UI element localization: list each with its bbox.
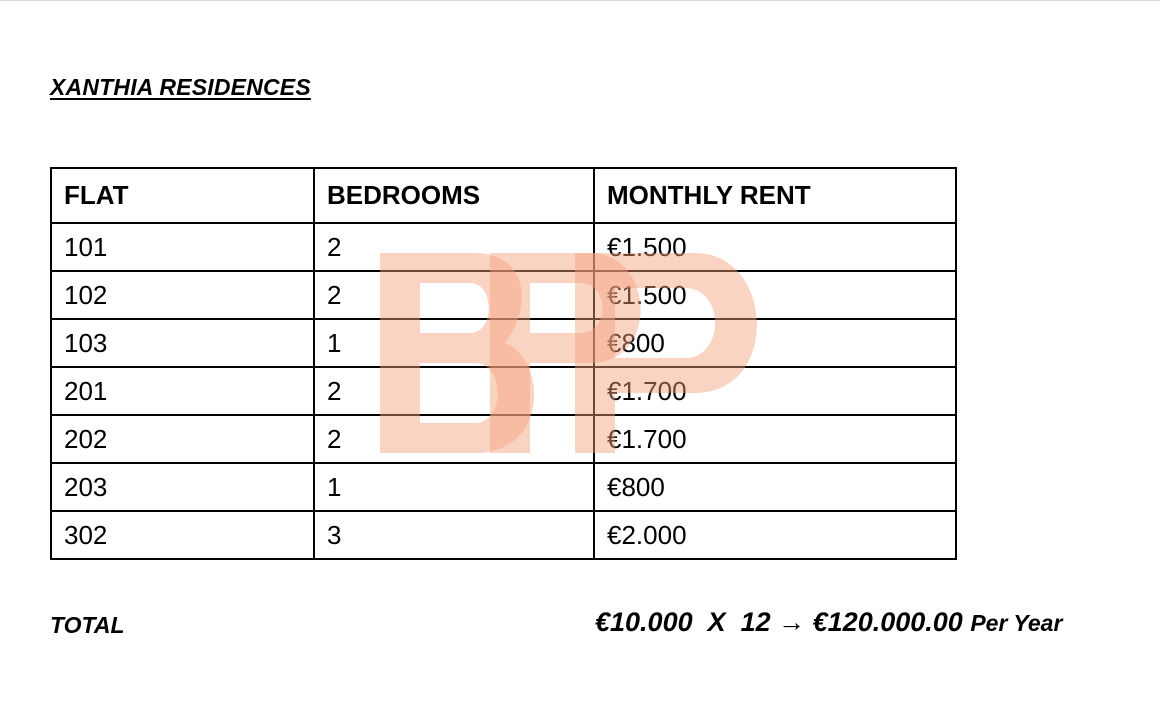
table-row [51,511,956,559]
cell-rent: €2.000 [594,511,956,559]
cell-rent: €1.700 [594,367,956,415]
cell-bedrooms: 2 [314,415,594,463]
cell-rent: €1.500 [594,223,956,271]
cell-rent: €800 [594,463,956,511]
cell-rent: €1.500 [594,271,956,319]
cell-bedrooms: 2 [314,271,594,319]
header-bedrooms: BEDROOMS [314,168,594,223]
cell-bedrooms: 1 [314,319,594,367]
table-row [51,271,956,319]
cell-flat: 203 [51,463,314,511]
cell-rent: €1.700 [594,415,956,463]
top-rule [0,0,1160,1]
total-calculation [595,607,1062,638]
cell-bedrooms: 1 [314,463,594,511]
document-title: XANTHIA RESIDENCES [50,74,311,100]
table-row [51,223,956,271]
rent-table [50,167,957,560]
cell-flat: 302 [51,511,314,559]
table-row [51,367,956,415]
cell-flat: 201 [51,367,314,415]
cell-flat: 202 [51,415,314,463]
header-monthly-rent: MONTHLY RENT [594,168,956,223]
total-per-year: Per Year [970,610,1063,636]
cell-bedrooms: 2 [314,367,594,415]
table-row [51,415,956,463]
table-row [51,463,956,511]
cell-bedrooms: 2 [314,223,594,271]
cell-rent: €800 [594,319,956,367]
total-label: TOTAL [50,612,125,638]
cell-flat: 101 [51,223,314,271]
cell-flat: 102 [51,271,314,319]
cell-bedrooms: 3 [314,511,594,559]
header-flat: FLAT [51,168,314,223]
total-calculation-value: €10.000 X 12 → €120.000.00 [595,607,963,637]
cell-flat: 103 [51,319,314,367]
table-row [51,319,956,367]
table-header-row [51,168,956,223]
